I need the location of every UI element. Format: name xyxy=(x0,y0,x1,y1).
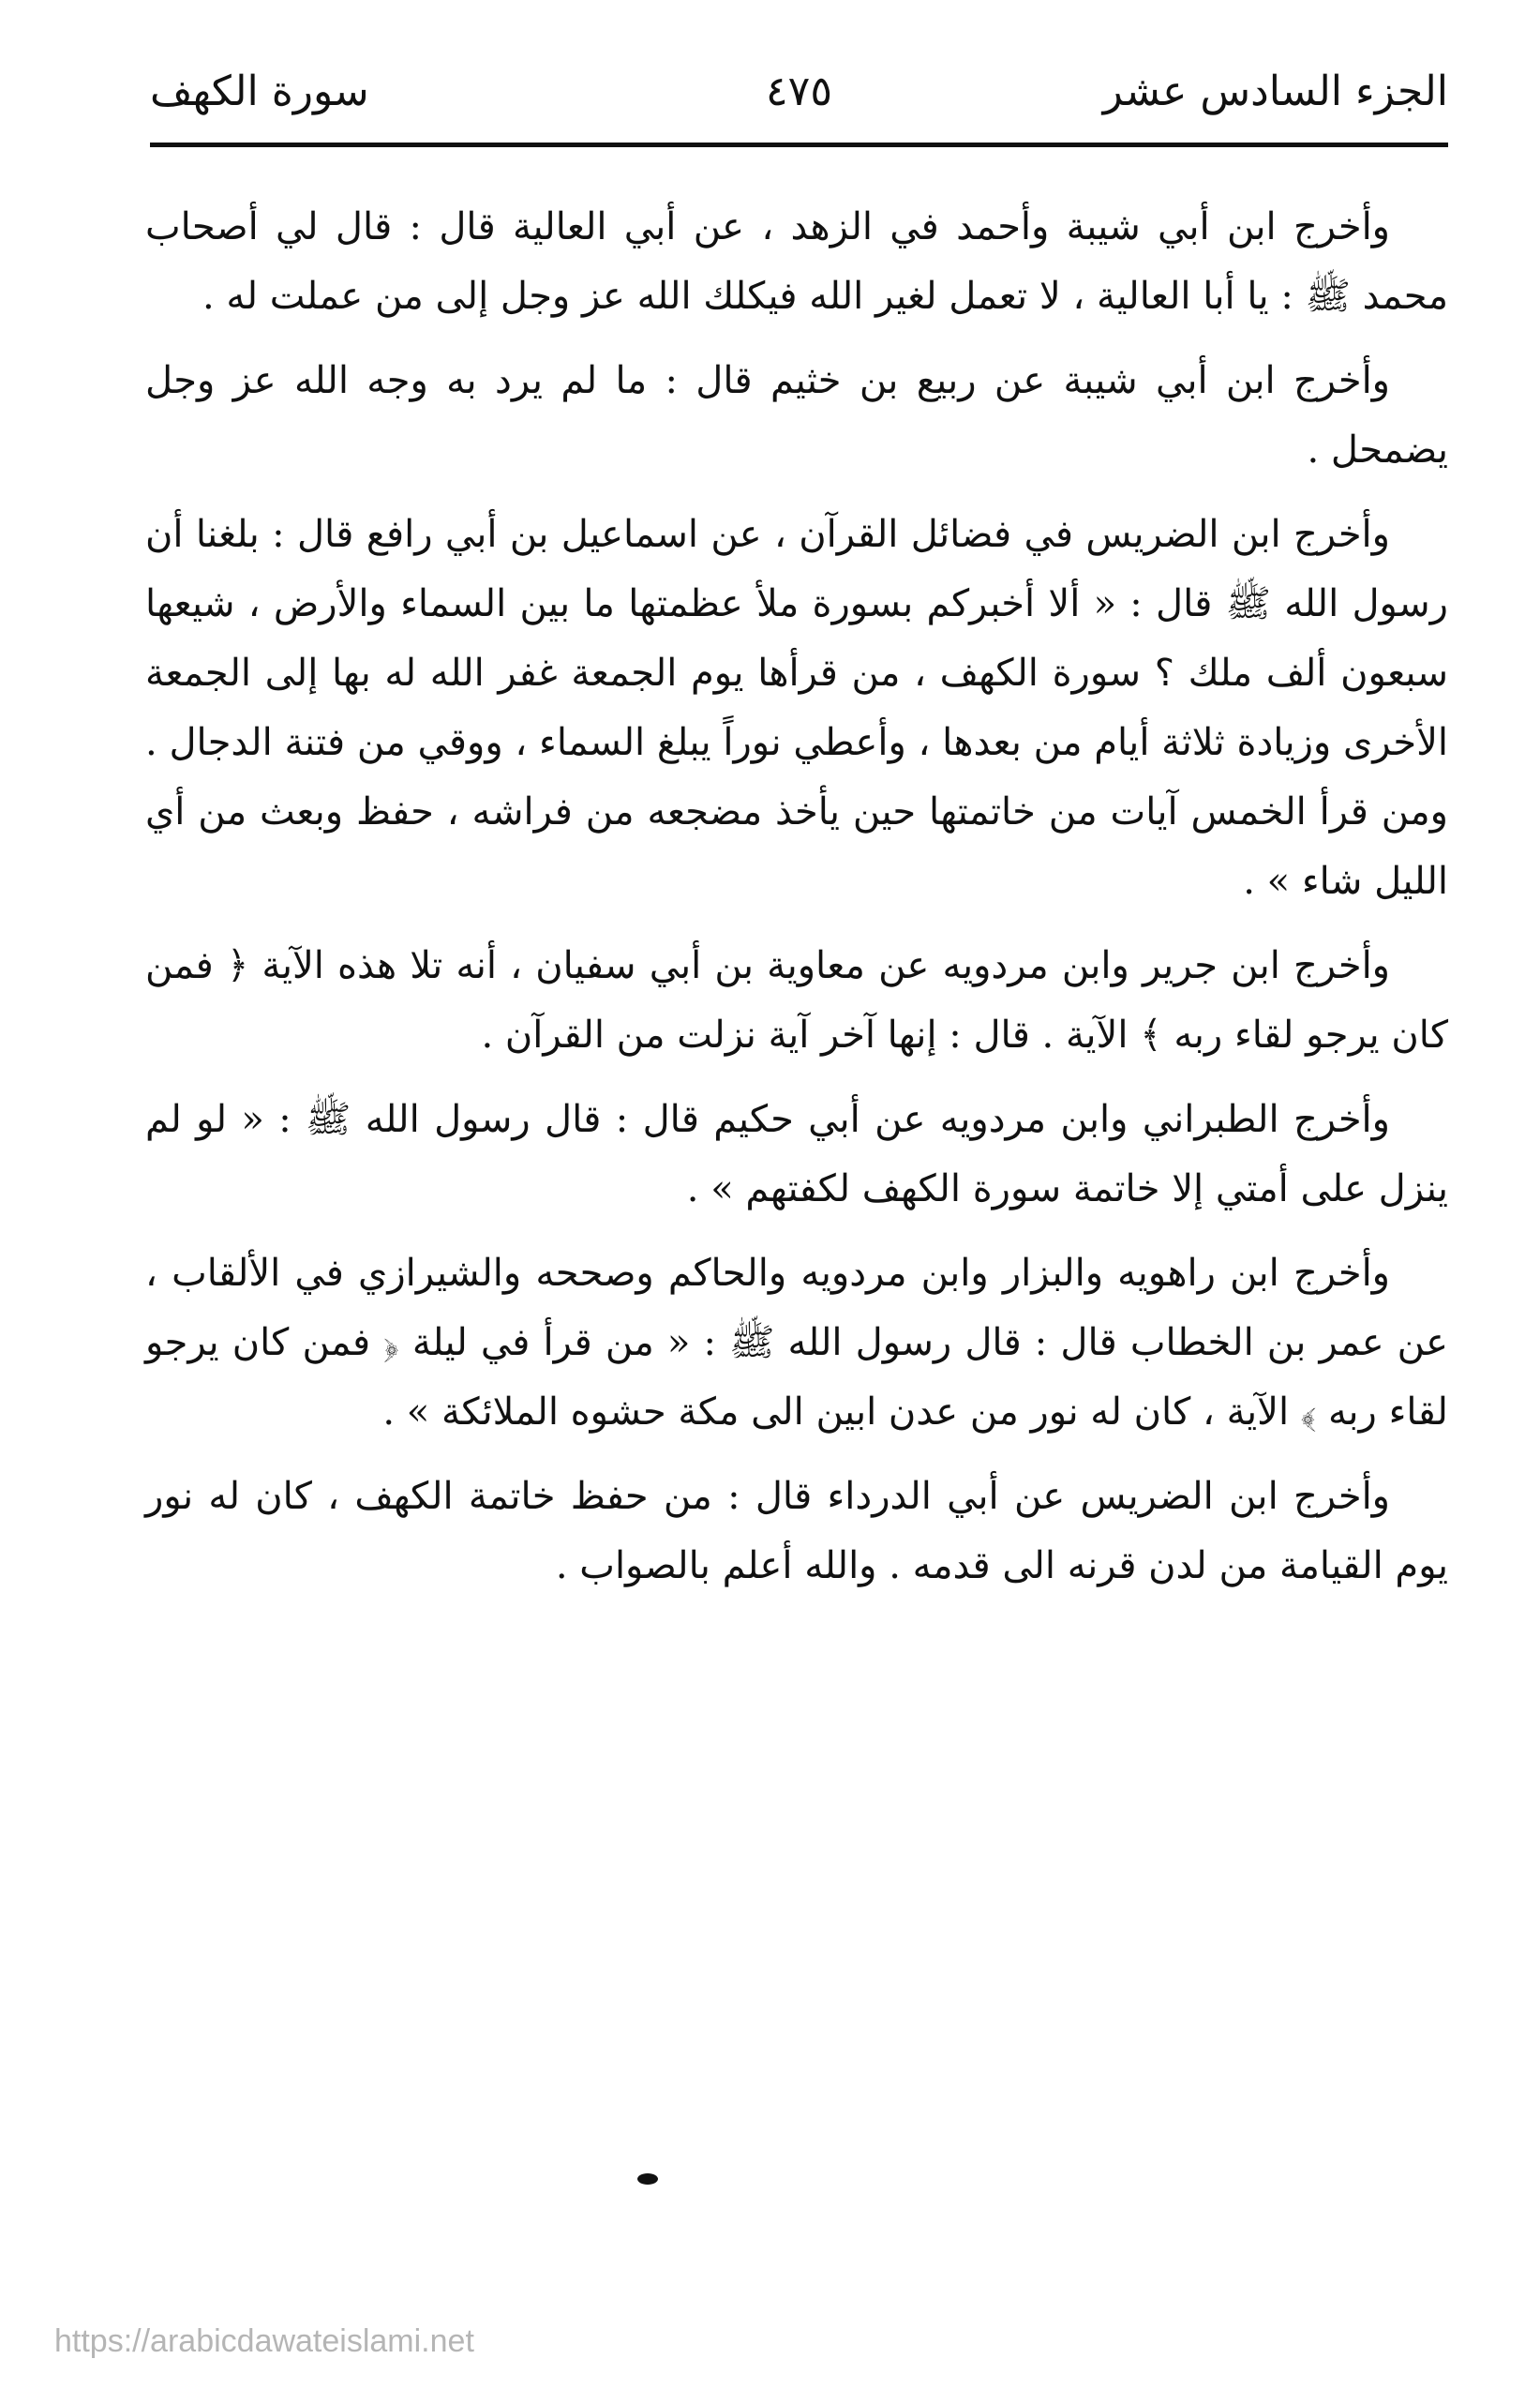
paragraph-1-text: وأخرج ابن أبي شيبة وأحمد في الزهد ، عن أبي العالية قال : قال لي أصحاب محمد ﷺ : يا أبا العالية ، لا تعمل لغير الله فيكلك الله عز وجل إلى من عملت له . xyxy=(145,205,1448,318)
surah-title: سورة الكهف xyxy=(150,68,369,115)
page-number: ٤٧٥ xyxy=(766,68,832,115)
paragraph-7-text: وأخرج ابن الضريس عن أبي الدرداء قال : من حفظ خاتمة الكهف ، كان له نور يوم القيامة من لدن قرنه الى قدمه . والله أعلم بالصواب . xyxy=(145,1475,1448,1587)
paragraph-5-text: وأخرج الطبراني وابن مردويه عن أبي حكيم قال : قال رسول الله ﷺ : « لو لم ينزل على أمتي إلا خاتمة سورة الكهف لكفتهم » . xyxy=(145,1098,1448,1210)
paragraph-2-text: وأخرج ابن أبي شيبة عن ربيع بن خثيم قال : ما لم يرد به وجه الله عز وجل يضمحل . xyxy=(145,359,1448,472)
paragraph-6-text: وأخرج ابن راهويه والبزار وابن مردويه والحاكم وصححه والشيرازي في الألقاب ، عن عمر بن الخطاب قال : قال رسول الله ﷺ : « من قرأ في ليلة ﴿ فمن كان يرجو لقاء ربه ﴾ الآية ، كان له نور من عدن ابين الى مكة حشوه الملائكة » . xyxy=(145,1252,1448,1434)
paragraph-7 xyxy=(145,1462,1448,1600)
paragraph-2 xyxy=(145,346,1448,485)
running-head xyxy=(150,54,1448,129)
paragraph-3-text: وأخرج ابن الضريس في فضائل القرآن ، عن اسماعيل بن أبي رافع قال : بلغنا أن رسول الله ﷺ قال : « ألا أخبركم بسورة ملأ عظمتها ما بين السماء والأرض ، شيعها سبعون ألف ملك ؟ سورة الكهف ، من قرأها يوم الجمعة غفر الله له بها إلى الجمعة الأخرى وزيادة ثلاثة أيام من بعدها ، وأعطي نوراً يبلغ السماء ، ووقي من فتنة الدجال . ومن قرأ الخمس آيات من خاتمتها حين يأخذ مضجعه من فراشه ، حفظ وبعث من أي الليل شاء » . xyxy=(145,513,1448,903)
end-ornament xyxy=(637,2173,658,2185)
paragraph-4 xyxy=(145,931,1448,1070)
paragraph-1 xyxy=(145,192,1448,331)
part-title: الجزء السادس عشر xyxy=(1102,68,1448,115)
paragraph-3 xyxy=(145,500,1448,916)
watermark: https://arabicdawateislami.net xyxy=(54,2323,474,2359)
header-rule xyxy=(150,143,1448,147)
paragraph-4-text: وأخرج ابن جرير وابن مردويه عن معاوية بن أبي سفيان ، أنه تلا هذه الآية ﴿ فمن كان يرجو لقاء ربه ﴾ الآية . قال : إنها آخر آية نزلت من القرآن . xyxy=(145,944,1448,1057)
paragraph-6 xyxy=(145,1239,1448,1447)
paragraph-5 xyxy=(145,1085,1448,1224)
body-text xyxy=(145,192,1448,1615)
